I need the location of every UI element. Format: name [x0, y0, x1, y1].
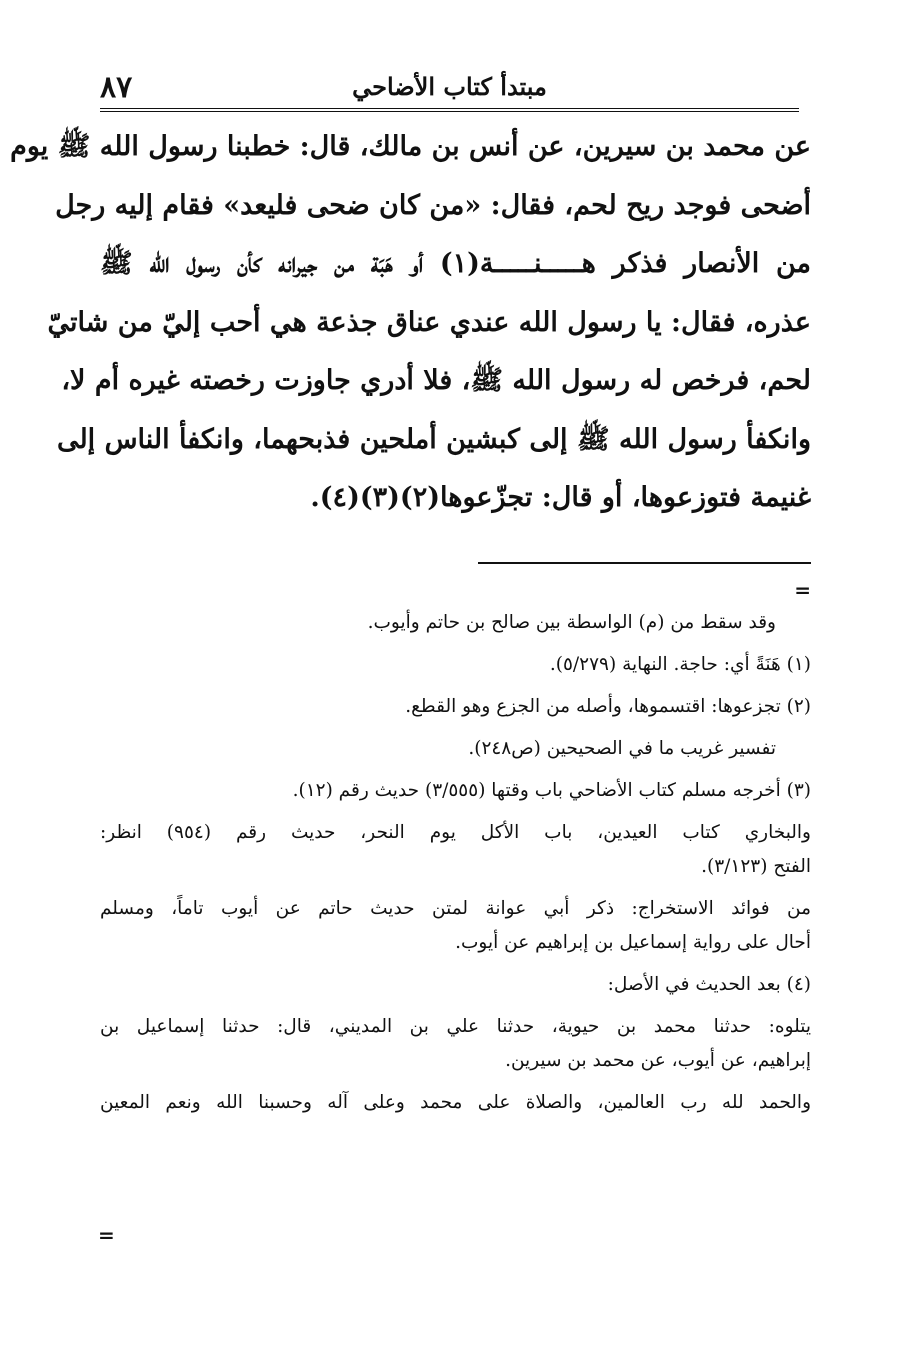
- running-title: مبتدأ كتاب الأضاحي: [352, 72, 547, 101]
- main-text: [10, 118, 811, 528]
- footnote-line: وقد سقط من (م) الواسطة بين صالح بن حاتم وأيوب.: [367, 612, 776, 633]
- footnote-line: (٤) بعد الحديث في الأصل:: [607, 974, 811, 995]
- continuation-mark-top: =: [794, 578, 811, 602]
- main-text-line: غنيمة فتوزعوها، أو قال: تجزّعوها(٢)(٣)(٤).: [310, 482, 811, 513]
- footnote-line: (٣) أخرجه مسلم كتاب الأضاحي باب وقتها (٣/٥٥٥) حديث رقم (١٢).: [292, 780, 811, 801]
- footnote-line: (١) هَنَةً أي: حاجة. النهاية (٥/٢٧٩).: [549, 654, 811, 675]
- footnote-line: الفتح (٣/١٢٣).: [701, 856, 811, 877]
- main-text-line: لحم، فرخص له رسول الله ﷺ، فلا أدري جاوزت رخصته غيره أم لا،: [61, 365, 811, 396]
- footnote-line: (٢) تجزعوها: اقتسموها، وأصله من الجزع وهو القطع.: [405, 696, 811, 717]
- footnote-line: تفسير غريب ما في الصحيحين (ص٢٤٨).: [468, 738, 776, 759]
- page-header: [100, 62, 799, 108]
- footnote-line: والبخاري كتاب العيدين، باب الأكل يوم النحر، حديث رقم (٩٥٤) انظر:: [100, 822, 811, 843]
- main-text-line: أضحى فوجد ريح لحم، فقال: «من كان ضحى فليعد» فقام إليه رجل: [55, 189, 811, 221]
- footnote-line: والحمد لله رب العالمين، والصلاة على محمد وعلى آله وحسبنا الله ونعم المعين: [100, 1092, 811, 1113]
- main-text-line: من الأنصار فذكر هـــــنـــــة(١) أو هَبَة من جيرانه كأن رسول الله ﷺ: [100, 248, 811, 279]
- footnote-line: أحال على رواية إسماعيل بن إبراهيم عن أيوب.: [455, 932, 811, 953]
- footnote-line: إبراهيم، عن أيوب، عن محمد بن سيرين.: [505, 1050, 811, 1071]
- page-number: ٨٧: [100, 70, 133, 105]
- header-rule: [100, 108, 799, 112]
- continuation-mark-bottom: =: [98, 1223, 115, 1247]
- main-text-line: وانكفأ رسول الله ﷺ إلى كبشين أملحين فذبحهما، وانكفأ الناس إلى: [56, 423, 811, 455]
- main-text-line: عن محمد بن سيرين، عن أنس بن مالك، قال: خطبنا رسول الله ﷺ يوم: [10, 131, 811, 162]
- footnote-line: يتلوه: حدثنا محمد بن حيوية، حدثنا علي بن المديني، قال: حدثنا إسماعيل بن: [100, 1016, 811, 1037]
- footnotes: [100, 606, 811, 1120]
- main-text-line: عذره، فقال: يا رسول الله عندي عناق جذعة هي أحب إليّ من شاتيّ: [47, 306, 811, 338]
- footnote-separator: [478, 562, 811, 564]
- footnote-line: من فوائد الاستخراج: ذكر أبي عوانة لمتن حديث حاتم عن أيوب تاماً، ومسلم: [100, 898, 811, 919]
